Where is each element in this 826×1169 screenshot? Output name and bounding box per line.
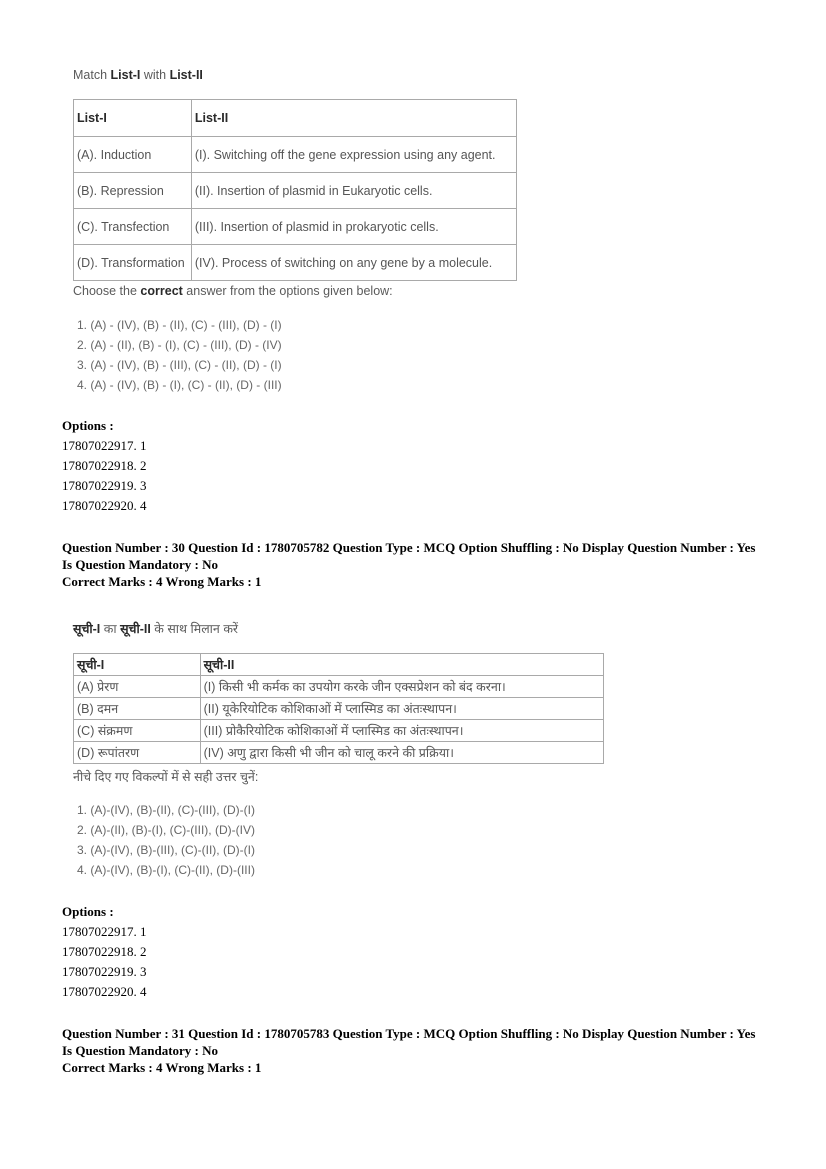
q29-choice-list xyxy=(77,315,282,395)
q31-meta xyxy=(62,1025,802,1076)
marks-line: Correct Marks : 4 Wrong Marks : 1 xyxy=(62,574,262,589)
table-cell: (D) रूपांतरण xyxy=(74,742,201,764)
table-cell: (D). Transformation xyxy=(74,245,192,281)
question-info-line: Question Number : 30 Question Id : 1780705782 Question Type : MCQ Option Shuffling : No Display Question Number : Yes xyxy=(62,540,756,555)
list-item: 1. (A)-(IV), (B)-(II), (C)-(III), (D)-(I) xyxy=(77,803,255,817)
question-info-line: Question Number : 31 Question Id : 1780705783 Question Type : MCQ Option Shuffling : No Display Question Number : Yes xyxy=(62,1026,756,1041)
table-cell: (III). Insertion of plasmid in prokaryotic cells. xyxy=(191,209,516,245)
table-cell: (A). Induction xyxy=(74,137,192,173)
table-cell: (C) संक्रमण xyxy=(74,720,201,742)
option-item: 17807022919. 3 xyxy=(62,964,147,979)
table-cell: (IV) अणु द्वारा किसी भी जीन को चालू करने की प्रक्रिया। xyxy=(200,742,603,764)
q29-question-block xyxy=(73,68,533,82)
list-item: 3. (A)-(IV), (B)-(III), (C)-(II), (D)-(I) xyxy=(77,843,255,857)
table-row xyxy=(74,137,517,173)
option-item: 17807022918. 2 xyxy=(62,944,147,959)
table-row xyxy=(74,173,517,209)
mandatory-line: Is Question Mandatory : No xyxy=(62,557,219,572)
q30-meta xyxy=(62,539,802,590)
table-header-cell: सूची-II xyxy=(200,654,603,676)
option-item: 17807022917. 1 xyxy=(62,924,147,939)
option-item: 17807022918. 2 xyxy=(62,458,147,473)
table-cell: (I). Switching off the gene expression using any agent. xyxy=(191,137,516,173)
q30-choose-text: नीचे दिए गए विकल्पों में से सही उत्तर चुनें: xyxy=(73,770,259,784)
q29-choose-text: Choose the correct answer from the options given below: xyxy=(73,284,393,298)
table-cell: (II) यूकेरियोटिक कोशिकाओं में प्लास्मिड का अंतःस्थापन। xyxy=(200,698,603,720)
option-item: 17807022920. 4 xyxy=(62,498,147,513)
marks-line: Correct Marks : 4 Wrong Marks : 1 xyxy=(62,1060,262,1075)
table-row xyxy=(74,742,604,764)
table-row xyxy=(74,698,604,720)
table-header-cell: List-I xyxy=(74,100,192,137)
table-header-row xyxy=(74,100,517,137)
table-cell: (B) दमन xyxy=(74,698,201,720)
list-item: 4. (A)-(IV), (B)-(I), (C)-(II), (D)-(III) xyxy=(77,863,255,877)
list-item: 4. (A) - (IV), (B) - (I), (C) - (II), (D) - (III) xyxy=(77,378,282,392)
table-cell: (IV). Process of switching on any gene by a molecule. xyxy=(191,245,516,281)
table-header-cell: सूची-I xyxy=(74,654,201,676)
mandatory-line: Is Question Mandatory : No xyxy=(62,1043,219,1058)
q30-choice-list xyxy=(77,800,255,880)
table-row xyxy=(74,676,604,698)
options-label: Options : xyxy=(62,418,114,433)
list-item: 3. (A) - (IV), (B) - (III), (C) - (II), (D) - (I) xyxy=(77,358,282,372)
table-cell: (C). Transfection xyxy=(74,209,192,245)
table-cell: (A) प्रेरण xyxy=(74,676,201,698)
q30-intro: सूची-I का सूची-II के साथ मिलान करें xyxy=(73,622,239,636)
option-item: 17807022917. 1 xyxy=(62,438,147,453)
table-row xyxy=(74,720,604,742)
table-header-cell: List-II xyxy=(191,100,516,137)
table-cell: (II). Insertion of plasmid in Eukaryotic cells. xyxy=(191,173,516,209)
table-header-row xyxy=(74,654,604,676)
list-item: 1. (A) - (IV), (B) - (II), (C) - (III), (D) - (I) xyxy=(77,318,282,332)
q30-options xyxy=(62,902,147,1002)
table-row xyxy=(74,209,517,245)
q30-match-table xyxy=(73,653,604,764)
table-cell: (III) प्रोकैरियोटिक कोशिकाओं में प्लास्मिड का अंतःस्थापन। xyxy=(200,720,603,742)
table-cell: (B). Repression xyxy=(74,173,192,209)
option-item: 17807022919. 3 xyxy=(62,478,147,493)
options-label: Options : xyxy=(62,904,114,919)
list-item: 2. (A) - (II), (B) - (I), (C) - (III), (D) - (IV) xyxy=(77,338,282,352)
q29-match-table xyxy=(73,99,517,281)
q29-options xyxy=(62,416,147,516)
list-item: 2. (A)-(II), (B)-(I), (C)-(III), (D)-(IV) xyxy=(77,823,255,837)
table-row xyxy=(74,245,517,281)
table-cell: (I) किसी भी कर्मक का उपयोग करके जीन एक्सप्रेशन को बंद करना। xyxy=(200,676,603,698)
q29-intro: Match List-I with List-II xyxy=(73,68,203,82)
option-item: 17807022920. 4 xyxy=(62,984,147,999)
